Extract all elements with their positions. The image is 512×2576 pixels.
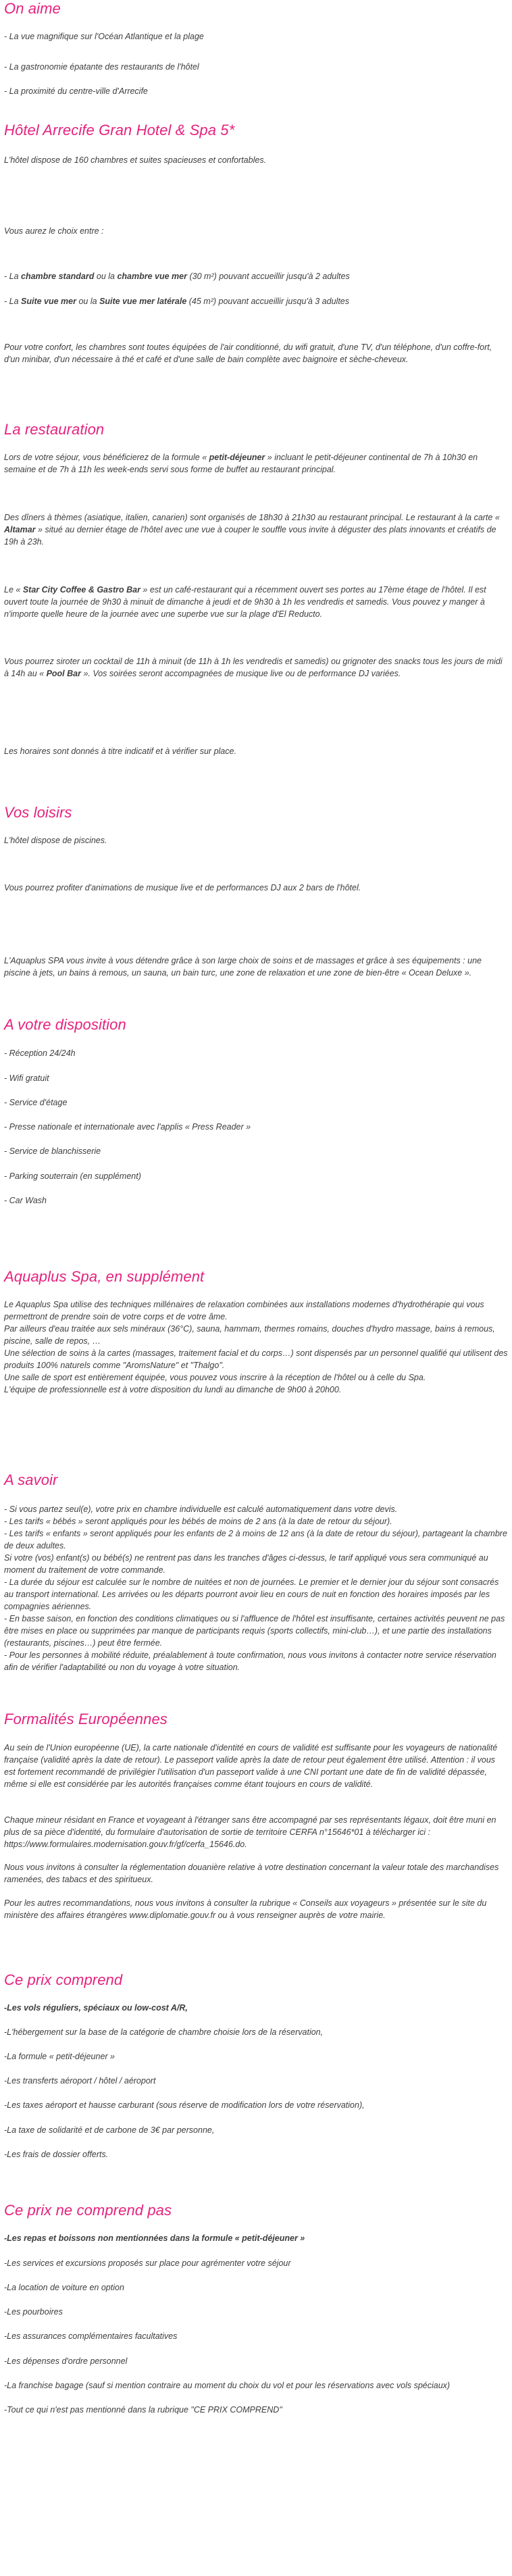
list-item: - La gastronomie épatante des restaurants de l'hôtel (4, 62, 199, 72)
list-item: -Les vols réguliers, spéciaux ou low-cost A/R, (4, 2003, 188, 2013)
formalites-customs: Nous vous invitons à consulter la réglementation douanière relative à votre destination concernant la valeur totale des marchandises ramenées, des tabacs et des spiritueux. (4, 1863, 499, 1884)
restauration-dinners: Des dîners à thèmes (asiatique, italien, canarien) sont organisés de 18h30 à 21h30 au restaurant principal. Le restaurant à la carte « Altamar » situé au dernier étage de l'hôtel avec une vue à couper le souffle vous invite à déguster des plats innovants et créatifs de 19h à 23h. (4, 513, 500, 547)
list-item: - Parking souterrain (en supplément) (4, 1171, 141, 1181)
list-item: -La taxe de solidarité et de carbone de 3€ par personne, (4, 2125, 215, 2135)
restauration-star-city: Le « Star City Coffee & Gastro Bar » est un café-restaurant qui a récemment ouvert ses portes au 17ème étage de l'hôtel. Il est ouvert toute la journée de 9h30 à minuit de dimanche à jeudi et de 9h30 à 1h les vendredis et samedis. Vous pouvez y manger à n'importe quelle heure de la journée avec une superbe vue sur la plage d'El Reducto. (4, 585, 486, 619)
section-title-formalites: Formalités Européennes (4, 1711, 168, 1727)
restauration-breakfast: Lors de votre séjour, vous bénéficierez de la formule « petit-déjeuner » incluant le petit-déjeuner continental de 7h à 10h30 en semaine et de 7h à 11h les week-ends servi sous forme de buffet au restaurant principal. (4, 453, 478, 474)
list-item: - Car Wash (4, 1196, 47, 1205)
list-item: - Presse nationale et internationale avec l'applis « Press Reader » (4, 1122, 251, 1132)
list-item: -Les transferts aéroport / hôtel / aéroport (4, 2076, 156, 2086)
list-item: -Les dépenses d'ordre personnel (4, 2356, 128, 2366)
section-title-restauration: La restauration (4, 421, 105, 438)
list-item: -Les pourboires (4, 2307, 63, 2317)
hotel-comfort: Pour votre confort, les chambres sont toutes équipées de l'air conditionné, du wifi gratuit, d'une TV, d'un téléphone, d'un coffre-fort, d'un minibar, d'un nécessaire à thé et café et d'une salle de bain complète avec baignoire et sèche-cheveux. (4, 343, 492, 364)
section-title-loisirs: Vos loisirs (4, 804, 72, 821)
list-item: -Les services et excursions proposés sur place pour agrémenter votre séjour (4, 2258, 291, 2268)
list-item: - La proximité du centre-ville d'Arrecife (4, 86, 148, 96)
section-title-disposition: A votre disposition (4, 1016, 126, 1033)
restauration-note: Les horaires sont donnés à titre indicatif et à vérifier sur place. (4, 747, 236, 756)
aquaplus-text: Le Aquaplus Spa utilise des techniques millénaires de relaxation combinées aux installations modernes d'hydrothérapie qui vous permettront de prendre soin de votre corps et de votre âme. Par ailleurs d'eau traitée aux sels minéraux (36°C), sauna, hammam, thermes romains, douches d'hydro massage, bains à remous, piscine, salle de repos, … Une sélection de soins à la cartes (massages, traitement facial et du corps…) sont dispensés par un personnel qualifié qui utilisent des produits 100% naturels comme "AromsNature" et "Thalgo". Une salle de sport est entièrement équipée, vous pouvez vous inscrire à la réception de l'hôtel ou à celle du Spa. L'équipe de professionnelle est à votre disposition du lundi au dimanche de 9h00 à 20h00. (4, 1300, 508, 1394)
list-item: -Les assurances complémentaires facultatives (4, 2331, 178, 2341)
list-item: -Tout ce qui n'est pas mentionné dans la rubrique "CE PRIX COMPREND" (4, 2405, 282, 2415)
list-item: - Service de blanchisserie (4, 1146, 101, 1156)
list-item: -Les repas et boissons non mentionnées dans la formule « petit-déjeuner » (4, 2233, 305, 2243)
list-item: - La vue magnifique sur l'Océan Atlantique et la plage (4, 32, 204, 41)
restauration-pool-bar: Vous pourrez siroter un cocktail de 11h à minuit (de 11h à 1h les vendredis et samedis) ou grignoter des snacks tous les jours de midi à 14h au « Pool Bar ». Vos soirées seront accompagnées de musique live ou de performance DJ variées. (4, 657, 503, 678)
list-item: - Réception 24/24h (4, 1049, 76, 1058)
section-title-savoir: A savoir (4, 1471, 58, 1488)
list-item: - Wifi gratuit (4, 1074, 49, 1083)
section-title-comprend: Ce prix comprend (4, 1971, 123, 1988)
room-option-standard: - La chambre standard ou la chambre vue mer (30 m²) pouvant accueillir jusqu'à 2 adultes (4, 272, 350, 281)
formalites-advice: Pour les autres recommandations, nous vous invitons à consulter la rubrique « Conseils aux voyageurs » présentée sur le site du ministère des affaires étrangères www.diplomatie.gouv.fr ou à vous renseigner auprès de votre mairie. (4, 1898, 487, 1920)
hotel-choose: Vous aurez le choix entre : (4, 226, 104, 236)
list-item: -La franchise bagage (sauf si mention contraire au moment du choix du vol et pour les réservations avec vols spéciaux) (4, 2381, 451, 2390)
list-item: -La location de voiture en option (4, 2283, 124, 2292)
formalites-identity: Au sein de l'Union européenne (UE), la carte nationale d'identité en cours de validité est suffisante pour les voyageurs de nationalité française (validité après la date de retour). Le passeport valide après la date de retour peut également être utilisé. Attention : il vous est fortement recommandé de privilégier l'utilisation d'un passeport valide à une CNI portant une date de fin de validité dépassée, même si elle est considérée par les autorités françaises comme étant toujours en cours de validité. (4, 1743, 498, 1789)
loisirs-pools: L'hôtel dispose de piscines. (4, 836, 107, 845)
section-title-on-aime: On aime (4, 0, 61, 17)
list-item: -Les taxes aéroport et hausse carburant (sous réserve de modification lors de votre réservation), (4, 2100, 365, 2110)
list-item: - Service d'étage (4, 1098, 68, 1107)
section-title-aquaplus: Aquaplus Spa, en supplément (4, 1268, 205, 1285)
formalites-minors: Chaque mineur résidant en France et voyageant à l'étranger sans être accompagné par ses représentants légaux, doit être muni en plus de sa pièce d'identité, du formulaire d'autorisation de sortie de territoire CERFA n°15646*01 à télécharger ici : https://www.formulaires.modernisation.gouv.fr/gf/cerfa_15646.do. (4, 1815, 496, 1849)
savoir-text: - Si vous partez seul(e), votre prix en chambre individuelle est calculé automatiquement dans votre devis. - Les tarifs « bébés » seront appliqués pour les bébés de moins de 2 ans (à la date de retour du séjour). - Les tarifs « enfants » seront appliqués pour les enfants de 2 à moins de 12 ans (à la date de retour du séjour), partageant la chambre de deux adultes. Si votre (vos) enfant(s) ou bébé(s) ne rentrent pas dans les tranches d'âges ci-dessus, le tarif appliqué vous sera communiqué au moment du traitement de votre commande. - La durée du séjour est calculée sur le nombre de nuitées et non de journées. Le premier et le dernier jour du séjour sont consacrés au transport international. Les arrivées ou les départs pourront avoir lieu en cours de nuit en fonction des horaires imposés par les compagnies aériennes. - En basse saison, en fonction des conditions climatiques ou si l'affluence de l'hôtel est insuffisante, certaines activités peuvent ne pas être mises en place ou supprimées par manque de participants requis (sports collectifs, mini-club…), et une partie des installations (restaurants, piscines…) peut être fermée. - Pour les personnes à mobilité réduite, préalablement à toute confirmation, nous vous invitons à contacter notre service réservation afin de vérifier l'adaptabilité ou non du voyage à votre situation. (4, 1505, 507, 1672)
loisirs-animations: Vous pourrez profiter d'animations de musique live et de performances DJ aux 2 bars de l'hôtel. (4, 883, 361, 892)
hotel-intro: L'hôtel dispose de 160 chambres et suites spacieuses et confortables. (4, 155, 267, 165)
list-item: -Les frais de dossier offerts. (4, 2150, 109, 2159)
section-title-ne-comprend: Ce prix ne comprend pas (4, 2202, 172, 2219)
list-item: -La formule « petit-déjeuner » (4, 2052, 115, 2061)
loisirs-spa: L'Aquaplus SPA vous invite à vous détendre grâce à son large choix de soins et de massages et grâce à ses équipements : une piscine à jets, un bains à remous, un sauna, un bain turc, une zone de relaxation et une zone de bien-être « Ocean Deluxe ». (4, 956, 482, 978)
room-option-suite: - La Suite vue mer ou la Suite vue mer latérale (45 m²) pouvant accueillir jusqu'à 3 adultes (4, 297, 350, 306)
list-item: -L'hébergement sur la base de la catégorie de chambre choisie lors de la réservation, (4, 2027, 324, 2037)
section-title-hotel: Hôtel Arrecife Gran Hotel & Spa 5* (4, 122, 235, 138)
